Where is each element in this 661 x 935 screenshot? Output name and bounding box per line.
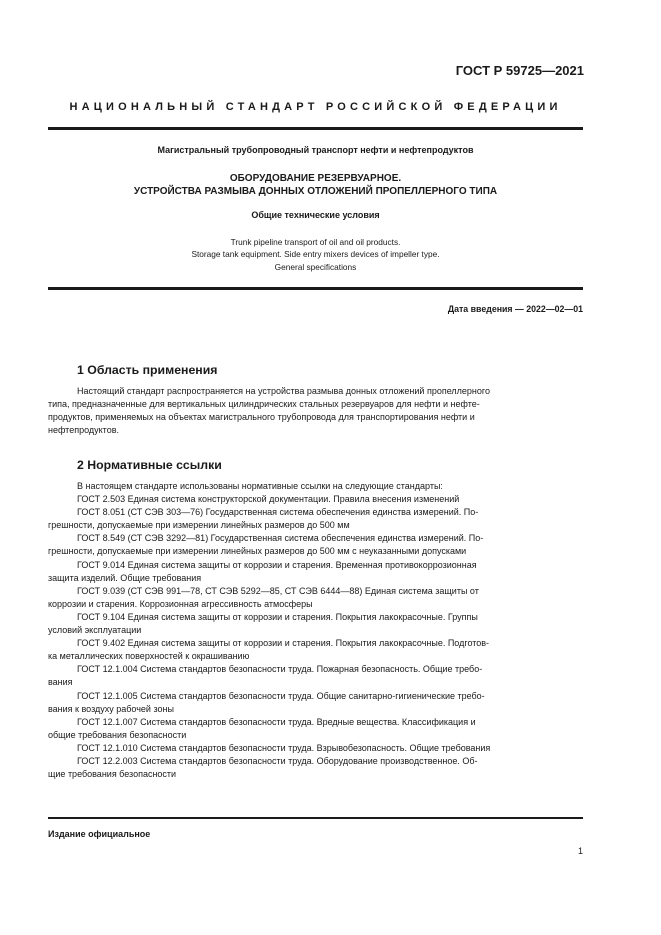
reference-line: щие требования безопасности [48, 769, 177, 780]
english-title-line: Trunk pipeline transport of oil and oil products. [230, 237, 401, 247]
section-2-heading: 2 Нормативные ссылки [77, 458, 222, 472]
reference-line: ГОСТ 8.051 (СТ СЭВ 303—76) Государственная система обеспечения единства измерений. По- [77, 507, 479, 518]
reference-line: ГОСТ 12.1.007 Система стандартов безопасности труда. Вредные вещества. Классификация и [77, 716, 476, 727]
paragraph-line: продуктов, применяемых на объектах магистрального трубопровода для транспортирования нефти и [48, 412, 475, 423]
english-title-line: Storage tank equipment. Side entry mixers devices of impeller type. [191, 249, 440, 260]
english-title-line: General specifications [274, 261, 357, 272]
reference-line: ГОСТ 8.549 (СТ СЭВ 3292—81) Государственная система обеспечения единства измерений. По- [77, 533, 484, 544]
title-rule [48, 287, 583, 290]
section-1-paragraph [48, 385, 583, 437]
section-1-heading: 1 Область применения [77, 363, 218, 377]
reference-line: ка металлических поверхностей к окрашиванию [48, 651, 250, 662]
title-line-1: ОБОРУДОВАНИЕ РЕЗЕРВУАРНОЕ. [229, 173, 402, 184]
standard-code: ГОСТ Р 59725—2021 [455, 63, 584, 78]
reference-line: ГОСТ 9.039 (СТ СЭВ 991—78, СТ СЭВ 5292—85, СТ СЭВ 6444—88) Единая система защиты от [77, 585, 479, 596]
national-standard-banner: НАЦИОНАЛЬНЫЙ СТАНДАРТ РОССИЙСКОЙ ФЕДЕРАЦИИ [69, 101, 562, 113]
reference-line: ГОСТ 2.503 Единая система конструкторской документации. Правила внесения изменений [77, 494, 460, 505]
reference-line: грешности, допускаемые при измерении линейных размеров до 500 мм с неуказанными допусками [48, 546, 467, 557]
paragraph-line: нефтепродуктов. [48, 425, 119, 436]
normative-references-list [48, 480, 583, 781]
reference-line: ГОСТ 9.402 Единая система защиты от коррозии и старения. Покрытия лакокрасочные. Подготов- [77, 638, 490, 649]
english-title [48, 236, 583, 273]
title-line-2: УСТРОЙСТВА РАЗМЫВА ДОННЫХ ОТЛОЖЕНИЙ ПРОПЕЛЛЕРНОГО ТИПА [133, 186, 498, 197]
introduction-date: Дата введения — 2022—02—01 [447, 304, 583, 314]
page-number: 1 [577, 846, 583, 856]
paragraph-line: Настоящий стандарт распространяется на устройства размыва донных отложений пропеллерного [77, 386, 490, 396]
reference-line: коррозии и старения. Коррозионная агрессивность атмосферы [48, 598, 313, 609]
reference-line: ГОСТ 12.2.003 Система стандартов безопасности труда. Оборудование производственное. Об- [77, 755, 478, 766]
reference-line: ГОСТ 9.014 Единая система защиты от коррозии и старения. Временная противокоррозионная [77, 559, 477, 570]
reference-line: ГОСТ 12.1.005 Система стандартов безопасности труда. Общие санитарно-гигиенические требо- [77, 690, 485, 701]
reference-line: грешности, допускаемые при измерении линейных размеров до 500 мм [48, 520, 350, 531]
reference-line: ГОСТ 12.1.010 Система стандартов безопасности труда. Взрывобезопасность. Общие требования [77, 742, 491, 753]
reference-line: вания [48, 677, 73, 688]
reference-line: условий эксплуатации [48, 625, 142, 636]
reference-line: вания к воздуху рабочей зоны [48, 703, 174, 714]
document-type: Общие технические условия [251, 210, 380, 220]
document-title [48, 172, 583, 198]
paragraph-line: типа, предназначенные для вертикальных цилиндрических стальных резервуаров для нефти и нефте- [48, 399, 480, 410]
reference-line: защита изделий. Общие требования [48, 572, 202, 583]
reference-line: ГОСТ 12.1.004 Система стандартов безопасности труда. Пожарная безопасность. Общие требо- [77, 664, 483, 675]
header-rule [48, 127, 583, 130]
reference-line: В настоящем стандарте использованы нормативные ссылки на следующие стандарты: [77, 481, 443, 491]
official-edition-label: Издание официальное [48, 829, 151, 839]
reference-line: общие требования безопасности [48, 729, 187, 740]
reference-line: ГОСТ 9.104 Единая система защиты от коррозии и старения. Покрытия лакокрасочные. Группы [77, 611, 478, 622]
footer-rule [48, 817, 583, 819]
document-subject: Магистральный трубопроводный транспорт нефти и нефтепродуктов [157, 145, 474, 155]
